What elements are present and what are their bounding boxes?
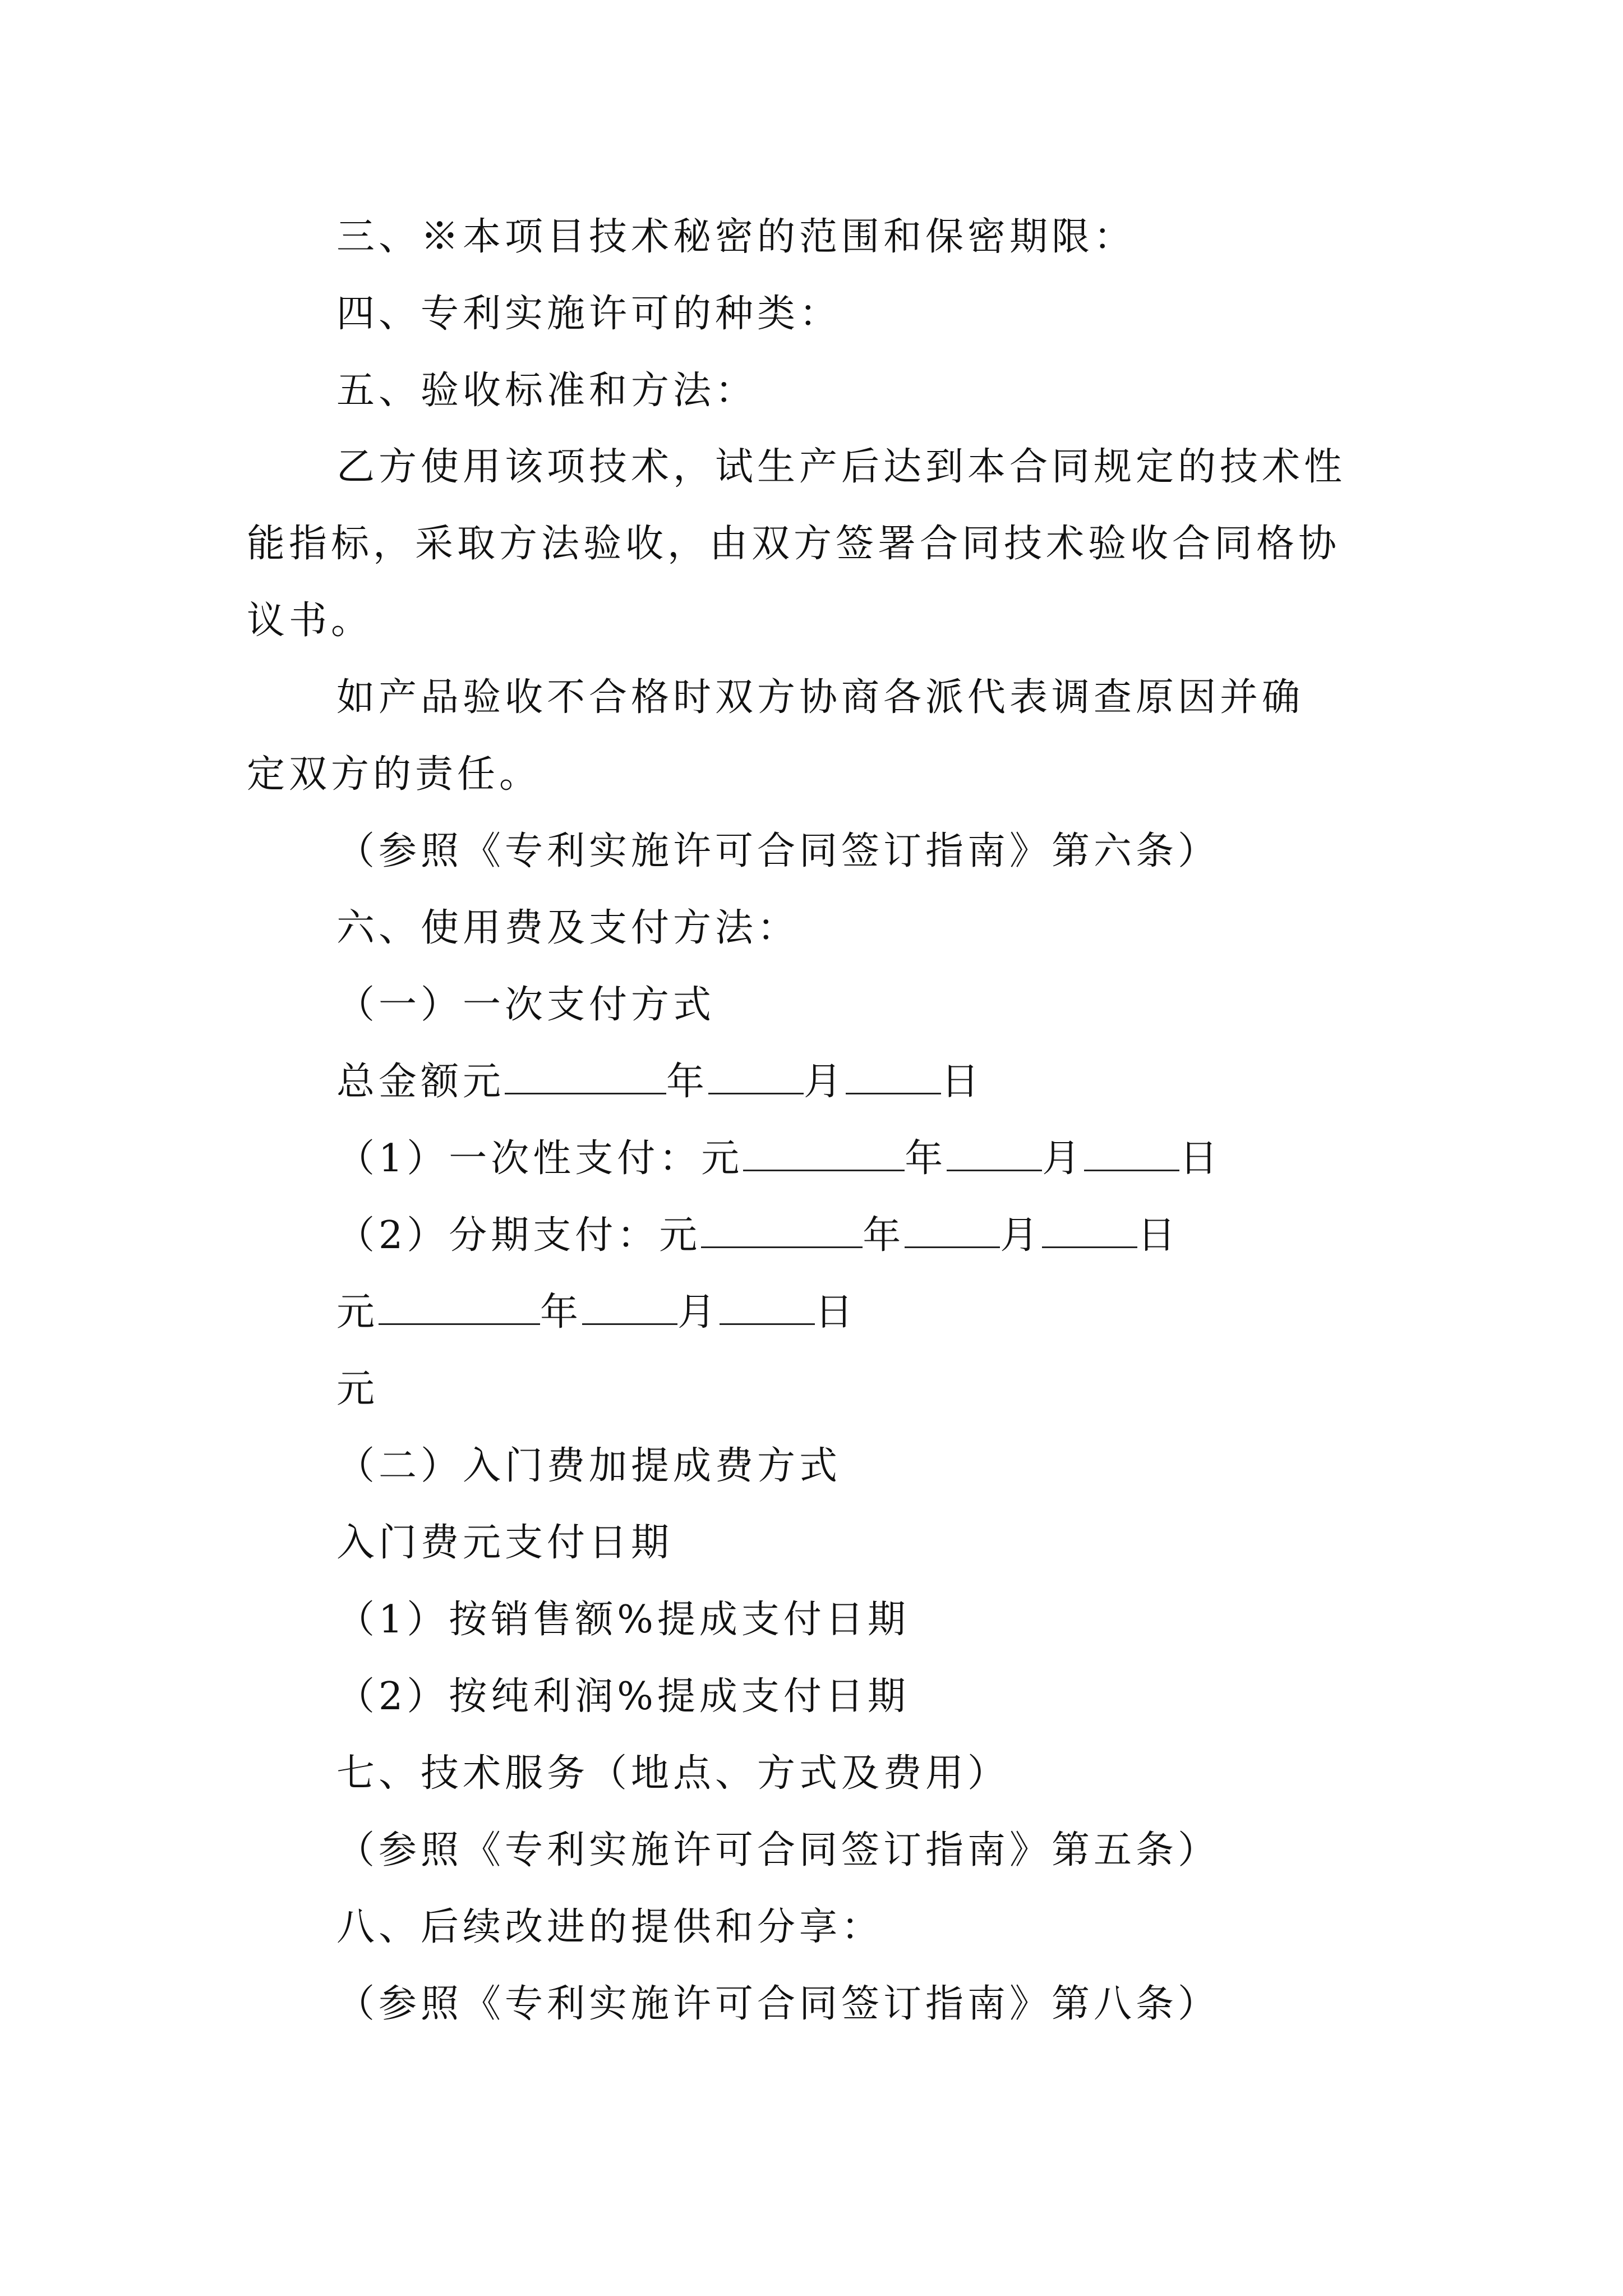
paragraph-line: 定双方的责任。: [247, 752, 542, 797]
day-label: 日: [1137, 1213, 1180, 1258]
month-label: 月: [1000, 1213, 1043, 1258]
paragraph-line: 议书。: [247, 599, 374, 643]
amount-blank: [505, 1060, 666, 1094]
paragraph-line: 入门费元支付日期: [336, 1521, 674, 1565]
paragraph-line: （2）按纯利润%提成支付日期: [336, 1674, 910, 1719]
paragraph-line: 能指标，采取方法验收，由双方签署合同技术验收合同格协: [247, 522, 1341, 566]
subsection-heading: （二）入门费加提成费方式: [336, 1444, 842, 1488]
paragraph-line: （1）按销售额%提成支付日期: [336, 1598, 910, 1642]
paragraph-line: 元: [336, 1367, 379, 1411]
section-5-heading: 五、验收标准和方法：: [336, 369, 758, 413]
year-label: 年: [905, 1137, 947, 1181]
day-label: 日: [815, 1290, 857, 1335]
month-blank: [905, 1214, 1000, 1248]
section-6-heading: 六、使用费及支付方法：: [336, 906, 800, 950]
month-blank: [947, 1137, 1042, 1171]
payment-row-installment: [336, 1211, 1179, 1261]
month-label: 月: [1042, 1137, 1085, 1181]
reference-note: （参照《专利实施许可合同签订指南》第五条）: [336, 1828, 1220, 1872]
amount-blank: [701, 1214, 863, 1248]
payment-row-installment-cont: [336, 1287, 857, 1338]
payment-row-lump-sum: [336, 1134, 1221, 1184]
year-label: 年: [666, 1060, 709, 1104]
reference-note: （参照《专利实施许可合同签订指南》第八条）: [336, 1982, 1220, 2026]
year-label: 年: [540, 1290, 583, 1335]
row-label: （1）一次性支付：元: [336, 1137, 744, 1181]
day-blank: [1042, 1214, 1137, 1248]
day-blank: [720, 1291, 815, 1325]
section-4-heading: 四、专利实施许可的种类：: [336, 292, 842, 336]
row-label: （2）分期支付：元: [336, 1213, 702, 1258]
month-blank: [582, 1291, 677, 1325]
payment-row-total: [336, 1057, 983, 1107]
day-label: 日: [1179, 1137, 1222, 1181]
month-label: 月: [804, 1060, 846, 1104]
section-7-heading: 七、技术服务（地点、方式及费用）: [336, 1751, 1010, 1796]
row-label: 元: [336, 1290, 379, 1335]
amount-blank: [379, 1291, 540, 1325]
amount-blank: [743, 1137, 905, 1171]
month-blank: [708, 1060, 804, 1094]
year-label: 年: [863, 1213, 905, 1258]
day-blank: [1084, 1137, 1179, 1171]
section-3-heading: 三、※本项目技术秘密的范围和保密期限：: [336, 215, 1136, 259]
section-8-heading: 八、后续改进的提供和分享：: [336, 1905, 884, 1949]
day-blank: [846, 1060, 941, 1094]
paragraph-line: 乙方使用该项技术，试生产后达到本合同规定的技术性: [336, 445, 1347, 489]
day-label: 日: [941, 1060, 984, 1104]
paragraph-line: 如产品验收不合格时双方协商各派代表调查原因并确: [336, 675, 1304, 720]
subsection-heading: （一）一次支付方式: [336, 983, 716, 1027]
row-label: 总金额元: [336, 1060, 505, 1104]
reference-note: （参照《专利实施许可合同签订指南》第六条）: [336, 829, 1220, 873]
month-label: 月: [677, 1290, 720, 1335]
